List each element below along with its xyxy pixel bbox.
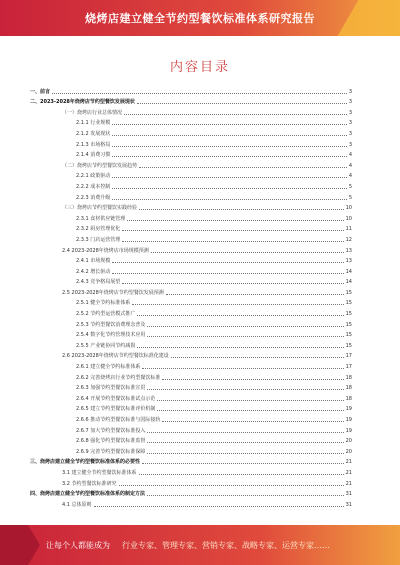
toc-entry-label: 四、烧烤店建立健全节约型餐饮标准体系的制定方法 [30,491,146,498]
toc-entry[interactable] [30,95,352,106]
toc-entry-page: 3 [348,88,352,95]
toc-dot-leader [142,463,344,464]
toc-dot-leader [162,421,343,422]
toc-entry-label: 2.4.3 竞争格局展望 [76,279,121,286]
toc-entry-page: 5 [348,194,352,201]
toc-entry-label: 2.5.5 产业链协同节约减损 [76,342,136,349]
toc-entry[interactable] [30,137,352,148]
toc-entry[interactable] [30,179,352,190]
toc-entry-label: 2.3.3 门店运营管理 [76,236,121,243]
toc-entry-page: 19 [345,417,352,423]
toc-entry-page: 12 [345,236,352,243]
toc-entry[interactable] [30,317,352,328]
toc-entry-page: 31 [345,491,352,498]
toc-entry-page: 17 [345,353,352,360]
toc-entry-page: 10 [345,215,352,222]
toc-entry-label: 2.5.2 节约型运营模式推广 [76,311,136,318]
toc-entry-label: 2.2.1 政策驱动 [76,173,111,180]
table-of-contents [30,84,352,508]
toc-heading: 内容目录 [169,60,230,75]
toc-entry-label: 一、前言 [30,88,51,95]
toc-dot-leader [94,506,344,507]
toc-entry[interactable] [30,296,352,307]
toc-entry-page: 11 [345,226,352,233]
toc-dot-leader [142,368,343,369]
toc-entry[interactable] [30,126,352,137]
toc-entry[interactable] [30,434,352,445]
toc-entry-label: 4.1 总体原则 [62,501,92,508]
toc-entry-label: 2.6.7 加大节约型餐饮标准投入 [76,427,146,434]
toc-entry-page: 3 [348,141,352,148]
toc-dot-leader [127,220,343,221]
toc-dot-leader [147,453,343,454]
toc-entry-label: 3.1 建立健全节约型餐饮标准体系 [62,469,137,476]
toc-entry[interactable] [30,328,352,339]
toc-entry[interactable] [30,444,352,455]
toc-entry-page: 15 [345,300,352,307]
toc-entry-label: 3.2 节约型餐饮标准研究 [62,480,117,487]
toc-entry-page: 13 [345,247,352,254]
footer-tagline: 行业专家、管理专家、营销专家、战略专家、运营专家…… [122,540,330,550]
toc-entry[interactable] [30,370,352,381]
toc-entry-page: 14 [345,279,352,286]
toc-dot-leader [137,315,343,316]
toc-dot-leader [151,252,344,253]
toc-entry-label: 三、烧烤店建立健全节约型餐饮标准体系的必要性 [30,459,141,466]
toc-dot-leader [162,379,343,380]
toc-entry[interactable] [30,349,352,360]
toc-entry-page: 15 [345,311,352,318]
toc-entry-page: 15 [345,321,352,328]
toc-entry-page: 4 [348,162,352,169]
header-corner-decoration [332,0,400,36]
toc-entry-page: 14 [345,268,352,275]
toc-entry-page: 20 [345,438,352,445]
toc-entry-label: 2.6 2023-2028年烧烤店节约型餐饮标准化建设 [62,353,169,360]
toc-entry-page: 10 [345,205,352,212]
toc-entry-label: （二）烧烤店节约型餐饮发展趋势 [62,162,138,169]
toc-entry-label: 2.3.1 食材供应链管理 [76,215,126,222]
toc-entry-label: 2.4.1 市场规模 [76,258,111,265]
toc-entry[interactable] [30,201,352,212]
toc-entry-label: 2.3.2 厨房管理优化 [76,226,121,233]
toc-entry[interactable] [30,423,352,434]
toc-entry[interactable] [30,381,352,392]
toc-entry[interactable] [30,169,352,180]
toc-entry[interactable] [30,148,352,159]
toc-dot-leader [147,389,343,390]
toc-entry-label: 2.5.1 健全节约标准体系 [76,300,131,307]
toc-entry[interactable] [30,465,352,476]
toc-entry[interactable] [30,264,352,275]
toc-entry-label: 2.4 2023-2028年烧烤店市场规模预测 [62,247,149,254]
footer-slogan: 让每个人都能成为 [46,540,110,550]
toc-entry-page: 5 [348,183,352,190]
toc-entry[interactable] [30,476,352,487]
toc-entry[interactable] [30,402,352,413]
toc-entry-page: 18 [345,374,352,381]
toc-entry[interactable] [30,359,352,370]
toc-dot-leader [157,400,343,401]
toc-dot-leader [52,93,347,94]
toc-entry[interactable] [30,487,352,498]
toc-entry-page: 19 [345,406,352,413]
toc-dot-leader [157,410,343,411]
toc-entry-page: 13 [345,258,352,265]
toc-entry-page: 21 [345,480,352,487]
toc-entry[interactable] [30,254,352,265]
toc-entry-page: 15 [345,332,352,339]
toc-dot-leader [112,124,347,125]
toc-entry-page: 20 [345,448,352,455]
toc-dot-leader [112,135,347,136]
toc-entry-page: 3 [348,99,352,106]
toc-dot-leader [112,156,347,157]
toc-entry-label: 2.5.4 数字化节约管理技术应用 [76,332,146,339]
toc-dot-leader [124,114,347,115]
toc-dot-leader [119,485,344,486]
toc-entry-page: 21 [345,469,352,476]
toc-entry-label: 2.6.5 建立节约型餐饮标准评价机制 [76,406,156,413]
footer-arrow-decoration [0,525,40,565]
toc-entry[interactable] [30,243,352,254]
toc-dot-leader [122,241,343,242]
toc-entry-label: 2.6.6 推动节约型餐饮标准与国际接轨 [76,417,161,423]
toc-entry[interactable] [30,338,352,349]
toc-entry[interactable] [30,285,352,296]
toc-dot-leader [112,146,347,147]
toc-entry-page: 15 [345,289,352,296]
report-title: 烧烤店建立健全节约型餐饮标准体系研究报告 [85,12,315,25]
toc-entry-label: 二、2023-2028年烧烤店节约型餐饮发展现状 [30,99,135,106]
toc-entry-label: 2.6.3 加强节约型餐饮标准宣贯 [76,385,146,392]
toc-entry[interactable] [30,275,352,286]
toc-entry-page: 21 [345,459,352,466]
toc-dot-leader [112,188,347,189]
toc-entry[interactable] [30,84,352,95]
toc-entry-label: 2.1.2 发展现状 [76,130,111,137]
toc-entry-label: 2.1.3 市场格局 [76,141,111,148]
toc-entry-page: 3 [348,120,352,127]
toc-entry[interactable] [30,391,352,402]
toc-entry[interactable] [30,116,352,127]
toc-dot-leader [112,273,343,274]
toc-entry-page: 31 [345,501,352,508]
toc-dot-leader [122,230,343,231]
toc-entry-label: 2.5.3 节约型餐饮消费理念普及 [76,321,146,328]
toc-dot-leader [139,474,344,475]
toc-entry-label: 2.1.4 消费习惯 [76,152,111,159]
toc-dot-leader [132,304,343,305]
toc-dot-leader [147,432,343,433]
toc-entry-label: 2.6.9 完善节约型餐饮标准保障 [76,448,146,455]
toc-entry-label: 2.6.2 完善烧烤店行业节约型餐饮标准 [76,374,161,381]
toc-entry[interactable] [30,105,352,116]
toc-entry[interactable] [30,306,352,317]
toc-dot-leader [166,294,344,295]
toc-entry-page: 4 [348,152,352,159]
footer-banner [0,525,400,565]
toc-dot-leader [139,209,344,210]
toc-entry[interactable] [30,232,352,243]
toc-entry-page: 15 [345,342,352,349]
toc-dot-leader [137,103,347,104]
toc-dot-leader [112,177,347,178]
toc-entry-label: 2.6.8 强化节约型餐饮标准监督 [76,438,146,445]
toc-dot-leader [147,336,343,337]
toc-dot-leader [139,167,347,168]
toc-entry-label: 2.1.1 行业规模 [76,120,111,127]
header-banner [0,0,400,36]
toc-entry-label: 2.2.2 成本控制 [76,183,111,190]
toc-entry[interactable] [30,190,352,201]
toc-dot-leader [112,262,343,263]
toc-entry-label: （三）烧烤店节约型餐饮实践经验 [62,205,138,212]
toc-entry-label: 2.2.3 消费升级 [76,194,111,201]
toc-entry[interactable] [30,412,352,423]
toc-entry[interactable] [30,211,352,222]
toc-dot-leader [122,283,343,284]
toc-entry-label: （一）烧烤店行业总体情况 [62,109,123,116]
toc-entry-page: 3 [348,130,352,137]
toc-entry[interactable] [30,222,352,233]
toc-dot-leader [147,442,343,443]
toc-entry-page: 4 [348,173,352,180]
toc-dot-leader [137,347,343,348]
toc-entry-page: 18 [345,395,352,402]
toc-dot-leader [112,199,347,200]
toc-entry-label: 2.4.2 增长驱动 [76,268,111,275]
toc-entry[interactable] [30,497,352,508]
toc-dot-leader [171,357,344,358]
toc-entry-label: 2.6.1 建立健全节约标准体系 [76,364,141,371]
toc-entry-label: 2.6.4 开展节约型餐饮标准试点示范 [76,395,156,402]
toc-dot-leader [147,326,343,327]
toc-entry[interactable] [30,455,352,466]
toc-entry-page: 17 [345,364,352,371]
toc-entry-page: 19 [345,427,352,434]
toc-entry-page: 3 [348,109,352,116]
toc-entry-page: 18 [345,385,352,392]
toc-entry-label: 2.5 2023-2028年烧烤店节约型餐饮发展预测 [62,289,164,296]
toc-entry[interactable] [30,158,352,169]
toc-dot-leader [147,495,344,496]
